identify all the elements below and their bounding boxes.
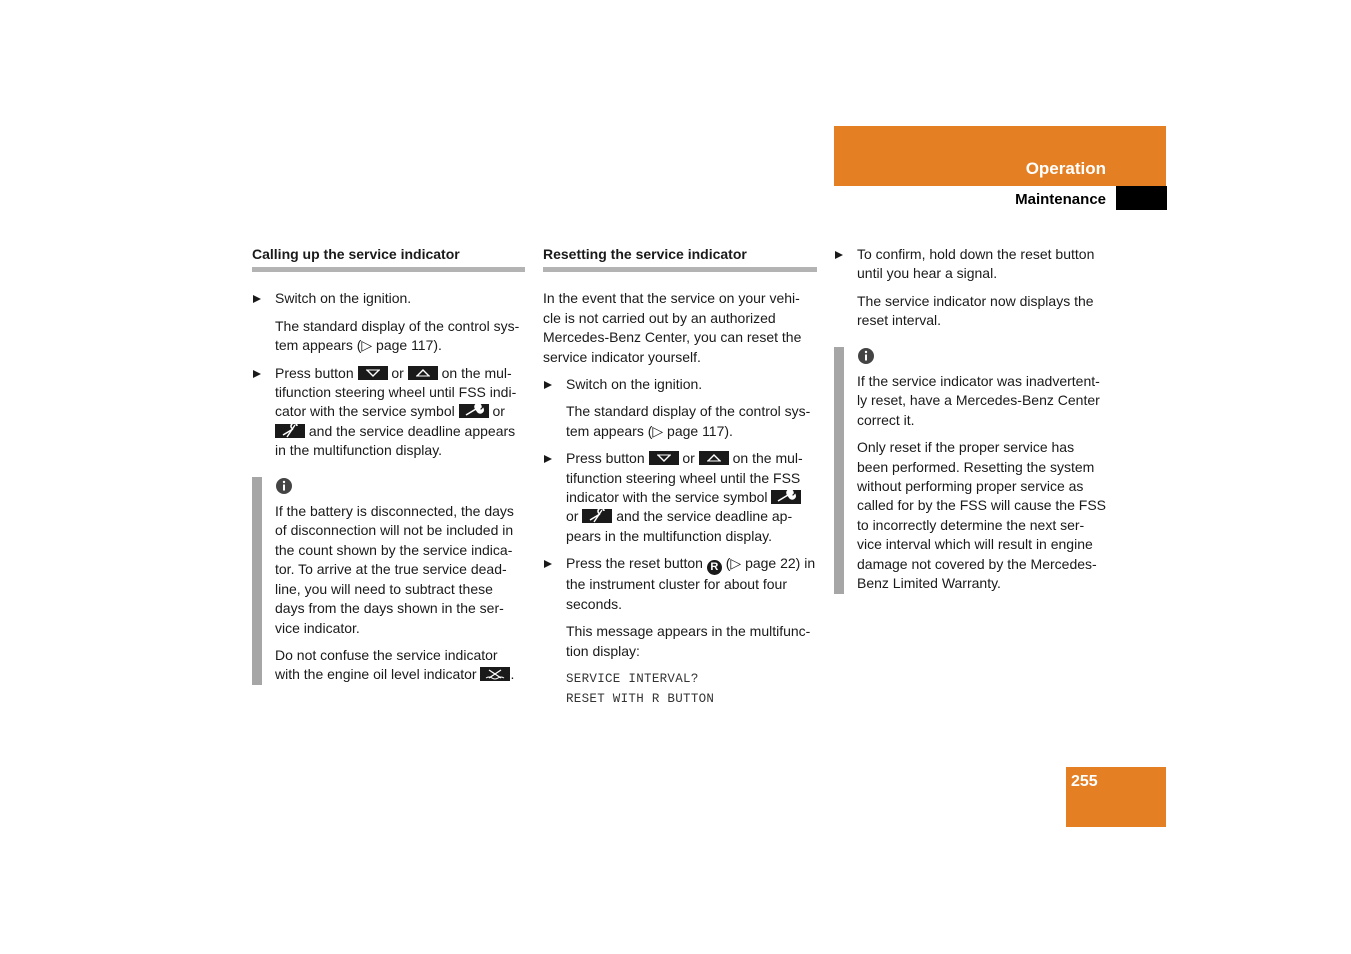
note-text: If the service indicator was inadvertent-ly reset, have a Mercedes-Benz Center correct it. [857, 373, 1100, 428]
step-text: on the mul-tifunction steering wheel until the FSS indicator with the service symbol [566, 450, 803, 506]
note-text: Only reset if the proper service has been performed. Resetting the system without performing proper service as called for by the FSS will cause the FSS to incorrectly determine the next ser-vice interval which will result in engine damage not covered by the Mercedes-Benz Limited Warranty. [857, 439, 1106, 592]
oil-level-icon [480, 667, 510, 681]
step-text: Switch on the ignition. [566, 376, 703, 393]
service-deadline-icon [582, 509, 612, 523]
heading-resetting: Resetting the service indicator [543, 245, 817, 272]
down-button-icon [358, 366, 388, 380]
step-note: The standard display of the control sys-tem appears (▷ page 117). [566, 403, 811, 439]
note-bar [252, 477, 262, 685]
service-deadline-icon [275, 424, 305, 438]
info-icon [275, 477, 293, 495]
step-reset-button [543, 554, 817, 614]
up-button-icon [699, 451, 729, 465]
bullet-arrow-icon [253, 295, 261, 303]
wrench-icon [771, 490, 801, 504]
bullet-arrow-icon [544, 381, 552, 389]
column-calling-up [252, 245, 525, 685]
period-text: . [510, 666, 515, 683]
step-text: and the service deadline appears in the multifunction display. [275, 422, 516, 459]
note-bar [834, 347, 844, 594]
step-press-button [252, 364, 525, 461]
step-note: This message appears in the multifunc-tion display: [566, 623, 811, 659]
section-title: Operation [1025, 159, 1106, 178]
step-ignition [543, 375, 817, 394]
header-marker [1116, 186, 1167, 210]
column-confirm [834, 245, 1108, 594]
step-text: and the service deadline ap-pears in the multifunction display. [566, 508, 793, 544]
column-resetting [543, 245, 817, 709]
step-confirm [834, 245, 1108, 284]
bullet-arrow-icon [253, 370, 261, 378]
bullet-arrow-icon [835, 251, 843, 259]
wrench-icon [459, 404, 489, 418]
step-text: Switch on the ignition. [275, 290, 412, 307]
step-note: The standard display of the control sys-tem appears (▷ page 117). [275, 317, 520, 354]
or-text: or [682, 450, 695, 467]
step-text: Press button [275, 364, 354, 381]
intro-text: In the event that the service on your vehi-cle is not carried out by an authorized Mercedes-Benz Center, you can reset the service indicator yourself. [543, 290, 802, 365]
down-button-icon [649, 451, 679, 465]
note-text: Do not confuse the service indicator with the engine oil level indicator [275, 646, 498, 683]
step-text: (▷ page 22) in the instrument cluster for about four seconds. [566, 555, 816, 612]
step-text: To confirm, hold down the reset button until you hear a signal. [857, 246, 1095, 282]
display-message-line-1: SERVICE INTERVAL? [566, 671, 699, 686]
reset-button-icon: R [707, 560, 722, 575]
or-text: or [391, 364, 404, 381]
or-text: or [492, 403, 505, 420]
step-press-button [543, 449, 817, 546]
display-message-line-2: RESET WITH R BUTTON [566, 691, 715, 706]
heading-calling-up: Calling up the service indicator [252, 245, 525, 272]
step-note: The service indicator now displays the reset interval. [857, 292, 1094, 329]
step-text: on the mul-tifunction steering wheel until FSS indi-cator with the service symbol [275, 364, 517, 420]
step-text: Press the reset button [566, 555, 703, 572]
info-icon [857, 347, 875, 365]
bullet-arrow-icon [544, 560, 552, 568]
or-text: or [566, 508, 579, 525]
step-ignition [252, 289, 525, 308]
subsection-title: Maintenance [1015, 191, 1106, 208]
info-note [252, 477, 525, 685]
up-button-icon [408, 366, 438, 380]
info-note [834, 347, 1108, 594]
page-number: 255 [1071, 773, 1098, 790]
note-text: If the battery is disconnected, the days of disconnection will not be included in the count shown by the service indica-tor. To arrive at the true service dead-line, you will need to subtract these days from the days shown in the ser-vice indicator. [275, 503, 514, 636]
bullet-arrow-icon [544, 455, 552, 463]
header-band [834, 126, 1166, 186]
step-text: Press button [566, 450, 645, 467]
